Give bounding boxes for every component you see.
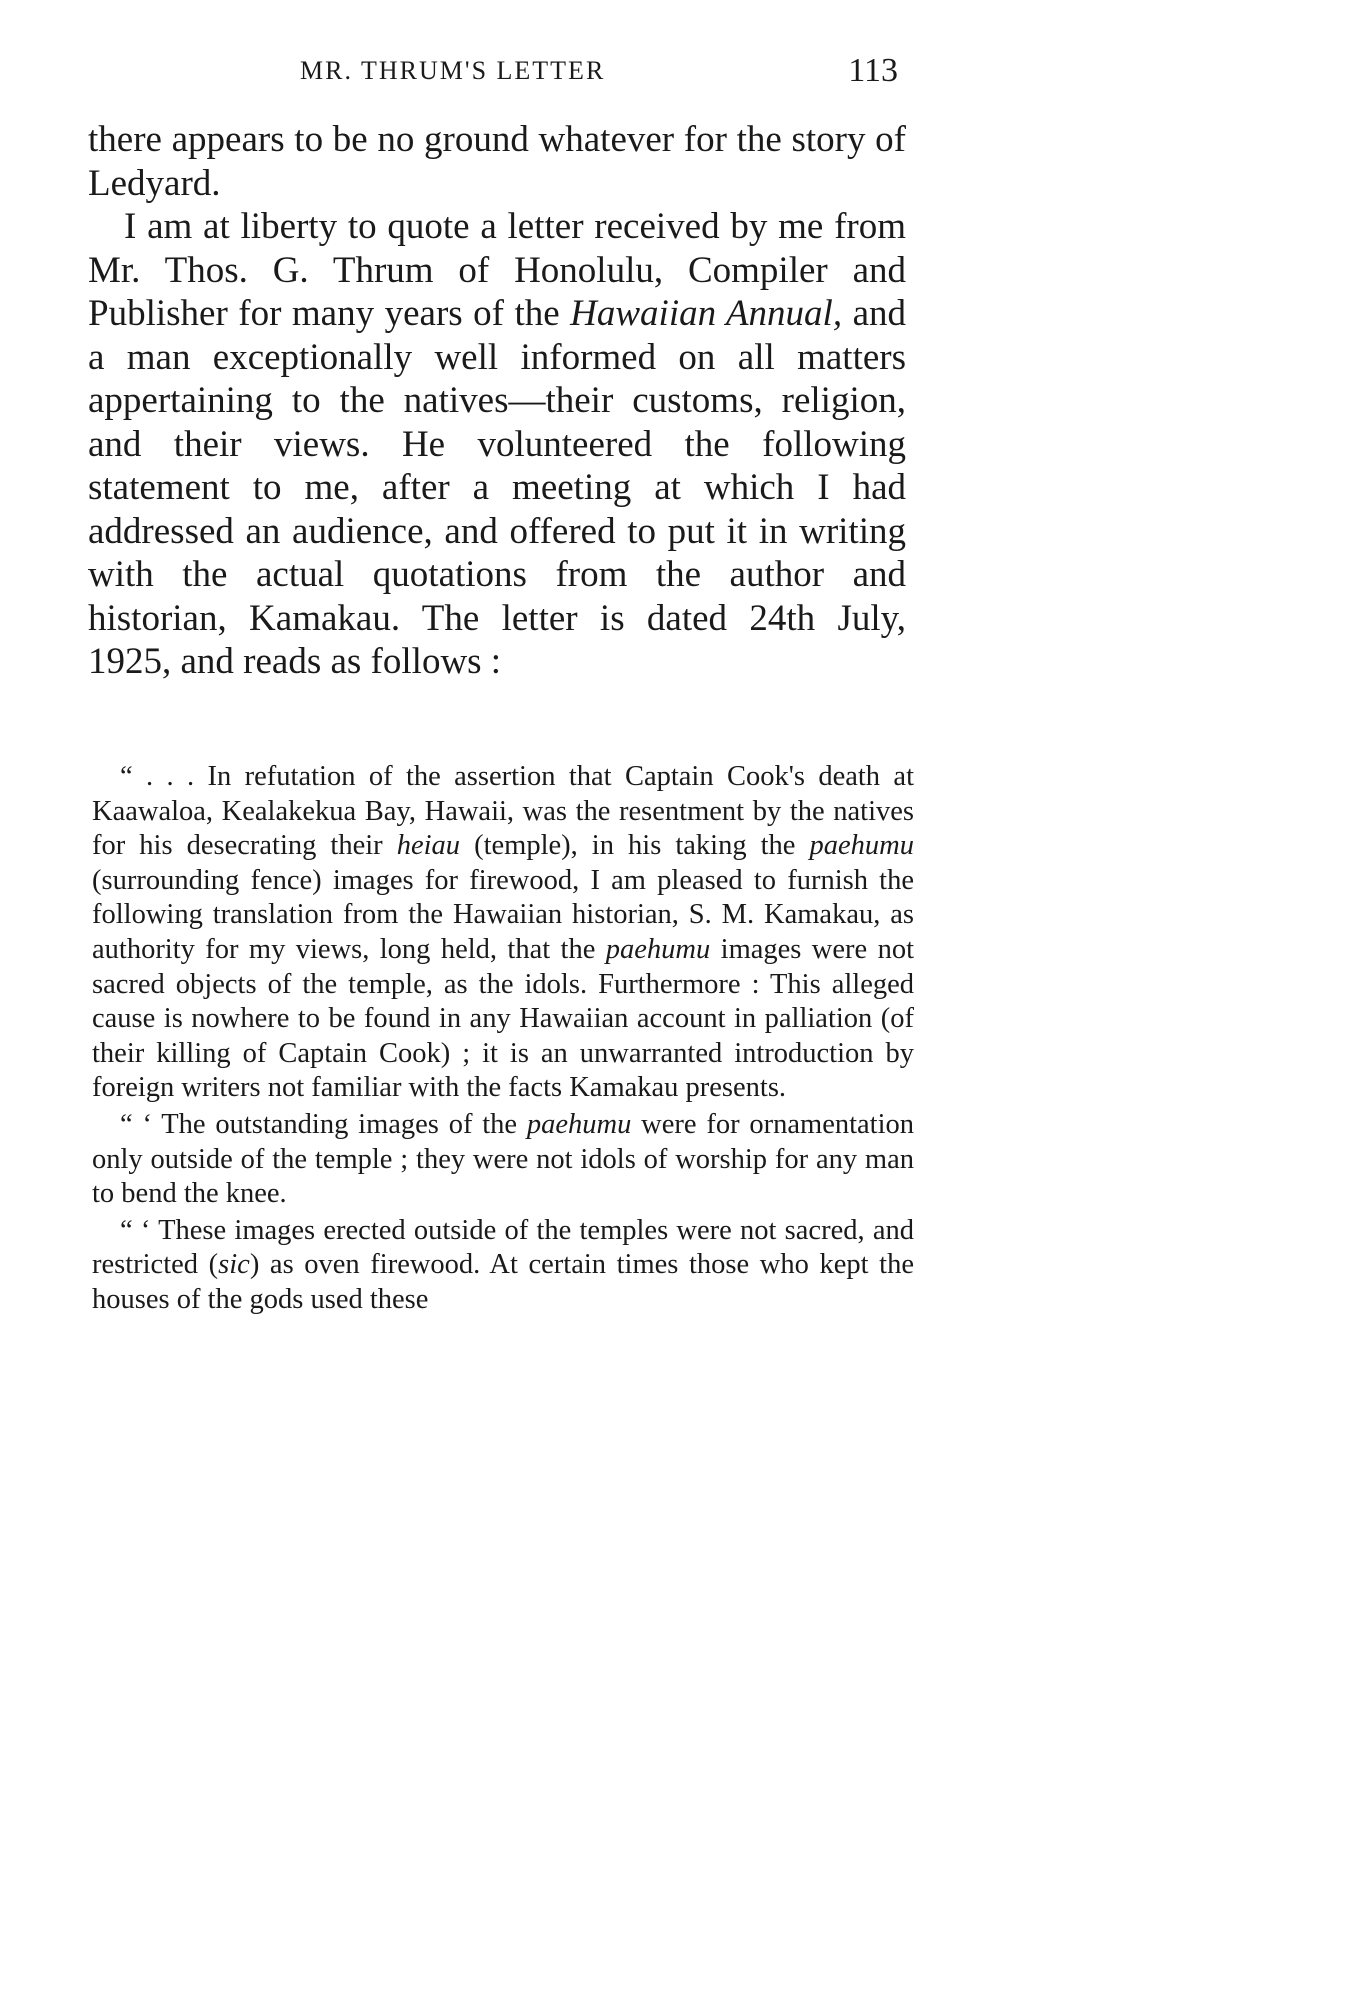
quote-text: (surrounding fence) images for firewood, I am pleased to furnish the following translation from the Hawaiian historian, S. M. Kamakau, as authority for my views, long held, that the	[92, 864, 914, 965]
quote-text: “ ‘ These images erected outside of the temples were not sacred, and restricted (	[92, 1214, 914, 1281]
paragraph-thrum-letter-intro	[88, 205, 906, 684]
quote-text: (temple), in his taking the	[460, 830, 810, 862]
italic-term: paehumu	[605, 933, 711, 965]
main-text	[88, 118, 906, 684]
italic-term: paehumu	[526, 1108, 632, 1140]
quote-paragraph-1	[92, 760, 914, 1106]
page-number: 113	[848, 52, 898, 89]
letter-quotation	[92, 760, 914, 1318]
quote-paragraph-3	[92, 1214, 914, 1318]
quote-text: “ ‘ The outstanding images of the	[120, 1108, 527, 1140]
italic-term: paehumu	[809, 830, 914, 862]
quote-text: were for ornamentation only outside of the temple ; they were not idols of worship for any man to bend the knee.	[92, 1108, 914, 1210]
paragraph-text: and a man exceptionally well informed on all matters appertaining to the natives—their customs, religion, and their views. He volunteered the following statement to me, after a meeting at which I had addressed an audience, and offered to put it in writing with the actual quotations from the author and historian, Kamakau. The letter is dated 24th July, 1925, and reads as follows :	[88, 293, 906, 682]
quote-paragraph-2	[92, 1108, 914, 1212]
quote-text: ) as oven firewood. At certain times those who kept the houses of the gods used these	[92, 1249, 914, 1315]
italic-term: sic	[218, 1249, 250, 1281]
paragraph-ledyard: there appears to be no ground whatever for the story of Ledyard.	[88, 119, 906, 204]
running-title: MR. THRUM'S LETTER	[300, 56, 606, 85]
italic-term: heiau	[396, 830, 461, 862]
quote-text: images were not sacred objects of the temple, as the idols. Furthermore : This alleged cause is nowhere to be found in any Hawaiian account in palliation (of their killing of Captain Cook) ; it is an unwarranted introduction by foreign writers not familiar with the facts Kamakau presents.	[92, 933, 914, 1104]
running-head	[0, 52, 1050, 96]
italic-title: Hawaiian Annual,	[570, 293, 843, 334]
paragraph-text: I am at liberty to quote a letter received by me from Mr. Thos. G. Thrum of Honolulu, Compiler and Publisher for many years of the	[88, 206, 906, 334]
quote-text: “ . . . In refutation of the assertion that Captain Cook's death at Kaawaloa, Kealakekua Bay, Hawaii, was the resentment by the natives for his desecrating their	[92, 761, 914, 862]
